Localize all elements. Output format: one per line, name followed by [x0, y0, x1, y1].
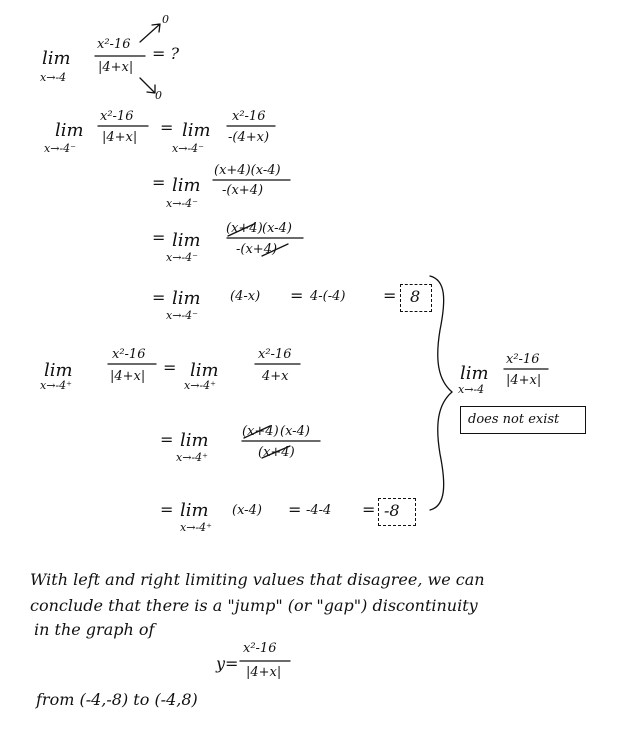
left-l3-den: -(x+4): [236, 242, 278, 257]
left-l3-eq: =: [152, 228, 166, 247]
note-line-2: conclude that there is a "jump" (or "gap") discontinuity: [30, 596, 478, 615]
note-line-3: in the graph of: [34, 620, 155, 639]
intro-numerator: x²-16: [97, 37, 131, 52]
left-l1-eq: =: [160, 118, 174, 137]
right-r1-lim: lim: [44, 360, 73, 381]
left-l2-num: (x+4)(x-4): [214, 163, 281, 178]
intro-result: = ?: [152, 44, 180, 63]
right-r1-den: |4+x|: [110, 369, 146, 384]
right-r3-eq3: =: [362, 500, 376, 519]
right-r2-eq: =: [160, 430, 174, 449]
right-r3-expr: (x-4): [232, 503, 262, 518]
left-l3-num-a: (x+4): [226, 221, 263, 236]
left-l2-lim: lim: [172, 175, 201, 196]
right-r2-num-b: (x-4): [280, 424, 310, 439]
right-r3-eval: -4-4: [306, 503, 332, 518]
conclusion-sub: x→-4: [458, 383, 485, 396]
left-l1-den2: -(4+x): [228, 130, 270, 145]
left-l4-eq3: =: [383, 286, 397, 305]
left-l4-eq2: =: [290, 286, 304, 305]
arrow-down-icon: [140, 78, 155, 93]
intro-lim-sub: x→-4: [40, 71, 67, 84]
intro-top-zero: 0: [162, 13, 169, 26]
right-r3-eq: =: [160, 500, 174, 519]
right-r3-eq2: =: [288, 500, 302, 519]
left-l1-lim2: lim: [182, 120, 211, 141]
right-r1-num2: x²-16: [258, 347, 292, 362]
right-r2-sub: x→-4⁺: [176, 451, 208, 464]
left-l2-eq: =: [152, 173, 166, 192]
right-r1-sub: x→-4⁺: [40, 379, 72, 392]
conclusion-lim: lim: [460, 363, 489, 384]
left-l1-sub: x→-4⁻: [44, 142, 76, 155]
intro-bottom-zero: 0: [155, 89, 162, 102]
left-l4-sub: x→-4⁻: [166, 309, 198, 322]
left-l1-sub2: x→-4⁻: [172, 142, 204, 155]
right-r2-num-a: (x+4): [242, 424, 279, 439]
note-line-4: from (-4,-8) to (-4,8): [36, 690, 198, 709]
left-l4-eval: 4-(-4): [310, 289, 346, 304]
left-l1-num: x²-16: [100, 109, 134, 124]
note-y-lhs: y=: [216, 654, 239, 673]
intro-lim: lim: [42, 48, 71, 69]
right-brace-icon: [430, 276, 452, 510]
right-r1-den2: 4+x: [262, 369, 289, 384]
left-l4-eq: =: [152, 288, 166, 307]
note-y-den: |4+x|: [246, 665, 282, 680]
left-value: 8: [410, 287, 421, 306]
intro-denominator: |4+x|: [98, 60, 134, 75]
right-r1-sub2: x→-4⁺: [184, 379, 216, 392]
left-l1-num2: x²-16: [232, 109, 266, 124]
right-r2-lim: lim: [180, 430, 209, 451]
left-l2-sub: x→-4⁻: [166, 197, 198, 210]
right-r3-lim: lim: [180, 500, 209, 521]
left-l4-lim: lim: [172, 288, 201, 309]
arrow-up-icon: [140, 24, 160, 42]
right-r1-num: x²-16: [112, 347, 146, 362]
left-l3-lim: lim: [172, 230, 201, 251]
left-l1-den: |4+x|: [102, 130, 138, 145]
verdict-text: does not exist: [468, 412, 560, 427]
conclusion-num: x²-16: [506, 352, 540, 367]
right-r3-sub: x→-4⁺: [180, 521, 212, 534]
right-value: -8: [384, 501, 400, 520]
right-r1-lim2: lim: [190, 360, 219, 381]
note-line-1: With left and right limiting values that disagree, we can: [30, 570, 485, 589]
left-l2-den: -(x+4): [222, 183, 264, 198]
conclusion-den: |4+x|: [506, 373, 542, 388]
note-y-num: x²-16: [243, 641, 277, 656]
left-l3-sub: x→-4⁻: [166, 251, 198, 264]
right-r1-eq: =: [163, 358, 177, 377]
right-r2-den: (x+4): [258, 445, 295, 460]
left-l4-expr: (4-x): [230, 289, 261, 304]
left-l1-lim: lim: [55, 120, 84, 141]
left-l3-num-b: (x-4): [262, 221, 292, 236]
